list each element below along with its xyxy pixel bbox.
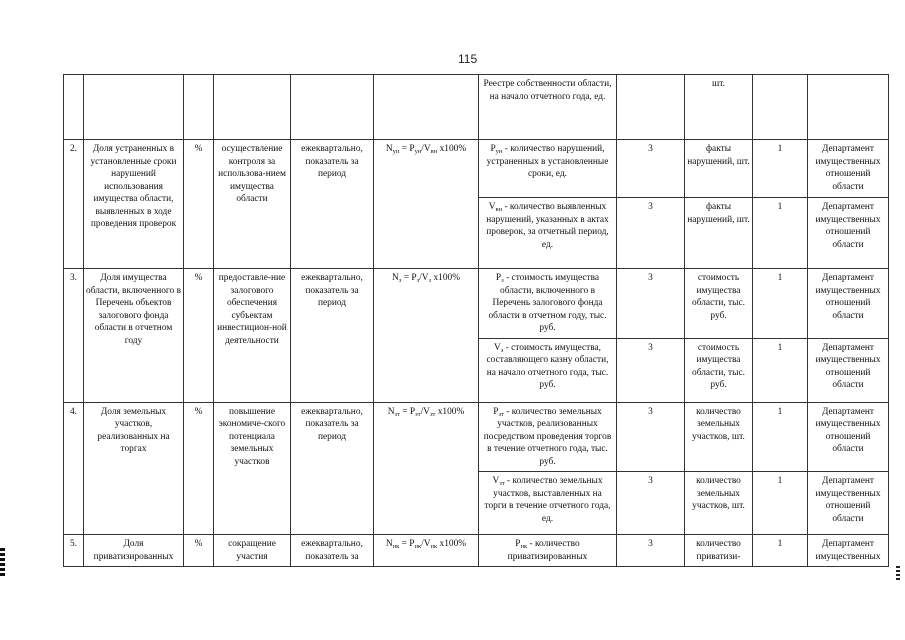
cell-method: Реестре собственности области, на начало отчетного года, ед. xyxy=(479,75,617,140)
cell-source: факты нарушений, шт. xyxy=(685,198,753,269)
cell-num xyxy=(64,75,84,140)
cell-code: 3 xyxy=(617,140,685,198)
cell-purpose: осуществление контроля за использова-нием имущества области xyxy=(214,140,291,269)
table-row xyxy=(64,75,889,140)
cell-method: $P_{пк}$ - количество приватизированных xyxy=(479,535,617,567)
cell-freq: 1 xyxy=(753,402,808,472)
cell-measure: % xyxy=(184,535,214,567)
cell-measure xyxy=(184,75,214,140)
cell-code xyxy=(617,75,685,140)
cell-source: стоимость имущества области, тыс. руб. xyxy=(685,338,753,402)
cell-code: 3 xyxy=(617,198,685,269)
cell-method: $P_{ун}$ - количество нарушений, устраненных в установленные сроки, ед. xyxy=(479,140,617,198)
cell-method: $V_з$ - стоимость имущества, составляющего казну области, на начало отчетного года, тыс. руб. xyxy=(479,338,617,402)
cell-measure: % xyxy=(184,269,214,403)
indicator-table xyxy=(63,74,889,567)
cell-num: 4. xyxy=(64,402,84,535)
cell-freq: 1 xyxy=(753,535,808,567)
cell-source: количество земельных участков, шт. xyxy=(685,402,753,472)
cell-purpose xyxy=(214,75,291,140)
cell-code: 3 xyxy=(617,402,685,472)
cell-purpose: предоставле-ние залогового обеспечения субъектам инвестицион-ной деятельности xyxy=(214,269,291,403)
cell-source: стоимость имущества области, тыс. руб. xyxy=(685,269,753,339)
cell-measure: % xyxy=(184,402,214,535)
cell-periodicity: ежеквартально, показатель за xyxy=(291,535,374,567)
table-row xyxy=(64,140,889,198)
cell-name: Доля устраненных в установленные сроки нарушений использования имущества области, выявленных в ходе проведения проверок xyxy=(84,140,184,269)
cell-freq: 1 xyxy=(753,338,808,402)
cell-resp: Департамент имущественных xyxy=(808,535,889,567)
cell-method: $P_{зт}$ - количество земельных участков, реализованных посредством проведения торгов в течение отчетного года, тыс. руб. xyxy=(479,402,617,472)
cell-name: Доля приватизированных xyxy=(84,535,184,567)
cell-method: $V_{вн}$ - количество выявленных нарушений, указанных в актах проверок, за отчетный период, ед. xyxy=(479,198,617,269)
cell-resp xyxy=(808,75,889,140)
cell-method: $V_{зт}$ - количество земельных участков, выставленных на торги в течение отчетного года, ед. xyxy=(479,472,617,535)
cell-formula: $N_{зт} = P_{зт}/V_{зт}$ x100% xyxy=(374,402,479,535)
scan-edge-mark xyxy=(0,548,5,576)
cell-freq: 1 xyxy=(753,269,808,339)
table-row xyxy=(64,269,889,339)
cell-name xyxy=(84,75,184,140)
cell-resp: Департамент имущественных отношений области xyxy=(808,402,889,472)
cell-freq: 1 xyxy=(753,198,808,269)
table-row xyxy=(64,402,889,472)
cell-name: Доля земельных участков, реализованных на торгах xyxy=(84,402,184,535)
cell-periodicity: ежеквартально, показатель за период xyxy=(291,140,374,269)
cell-code: 3 xyxy=(617,535,685,567)
cell-source: факты нарушений, шт. xyxy=(685,140,753,198)
cell-num: 3. xyxy=(64,269,84,403)
cell-source: количество земельных участков, шт. xyxy=(685,472,753,535)
cell-periodicity: ежеквартально, показатель за период xyxy=(291,269,374,403)
cell-periodicity xyxy=(291,75,374,140)
cell-num: 5. xyxy=(64,535,84,567)
cell-code: 3 xyxy=(617,269,685,339)
cell-freq: 1 xyxy=(753,472,808,535)
cell-resp: Департамент имущественных отношений области xyxy=(808,472,889,535)
table-row xyxy=(64,535,889,567)
cell-measure: % xyxy=(184,140,214,269)
cell-purpose: сокращение участия xyxy=(214,535,291,567)
cell-resp: Департамент имущественных отношений области xyxy=(808,338,889,402)
cell-num: 2. xyxy=(64,140,84,269)
scan-edge-mark-right xyxy=(896,566,900,580)
cell-resp: Департамент имущественных отношений области xyxy=(808,269,889,339)
cell-code: 3 xyxy=(617,338,685,402)
cell-source: шт. xyxy=(685,75,753,140)
cell-purpose: повышение экономиче-ского потенциала земельных участков xyxy=(214,402,291,535)
cell-method: $P_з$ - стоимость имущества области, включенного в Перечень залогового фонда области в отчетном году, тыс. руб. xyxy=(479,269,617,339)
page-number: 115 xyxy=(458,52,478,66)
cell-freq: 1 xyxy=(753,140,808,198)
cell-formula: $N_з = P_з/V_з$ x100% xyxy=(374,269,479,403)
cell-code: 3 xyxy=(617,472,685,535)
cell-name: Доля имущества области, включенного в Перечень объектов залогового фонда области в отчетном году xyxy=(84,269,184,403)
cell-resp: Департамент имущественных отношений области xyxy=(808,198,889,269)
cell-periodicity: ежеквартально, показатель за период xyxy=(291,402,374,535)
cell-source: количество приватизи- xyxy=(685,535,753,567)
cell-freq xyxy=(753,75,808,140)
cell-resp: Департамент имущественных отношений области xyxy=(808,140,889,198)
cell-formula: $N_{пк} = P_{пк}/V_{пк}$ x100% xyxy=(374,535,479,567)
cell-formula xyxy=(374,75,479,140)
cell-formula: $N_{уп} = P_{ун}/V_{вн}$ x100% xyxy=(374,140,479,269)
